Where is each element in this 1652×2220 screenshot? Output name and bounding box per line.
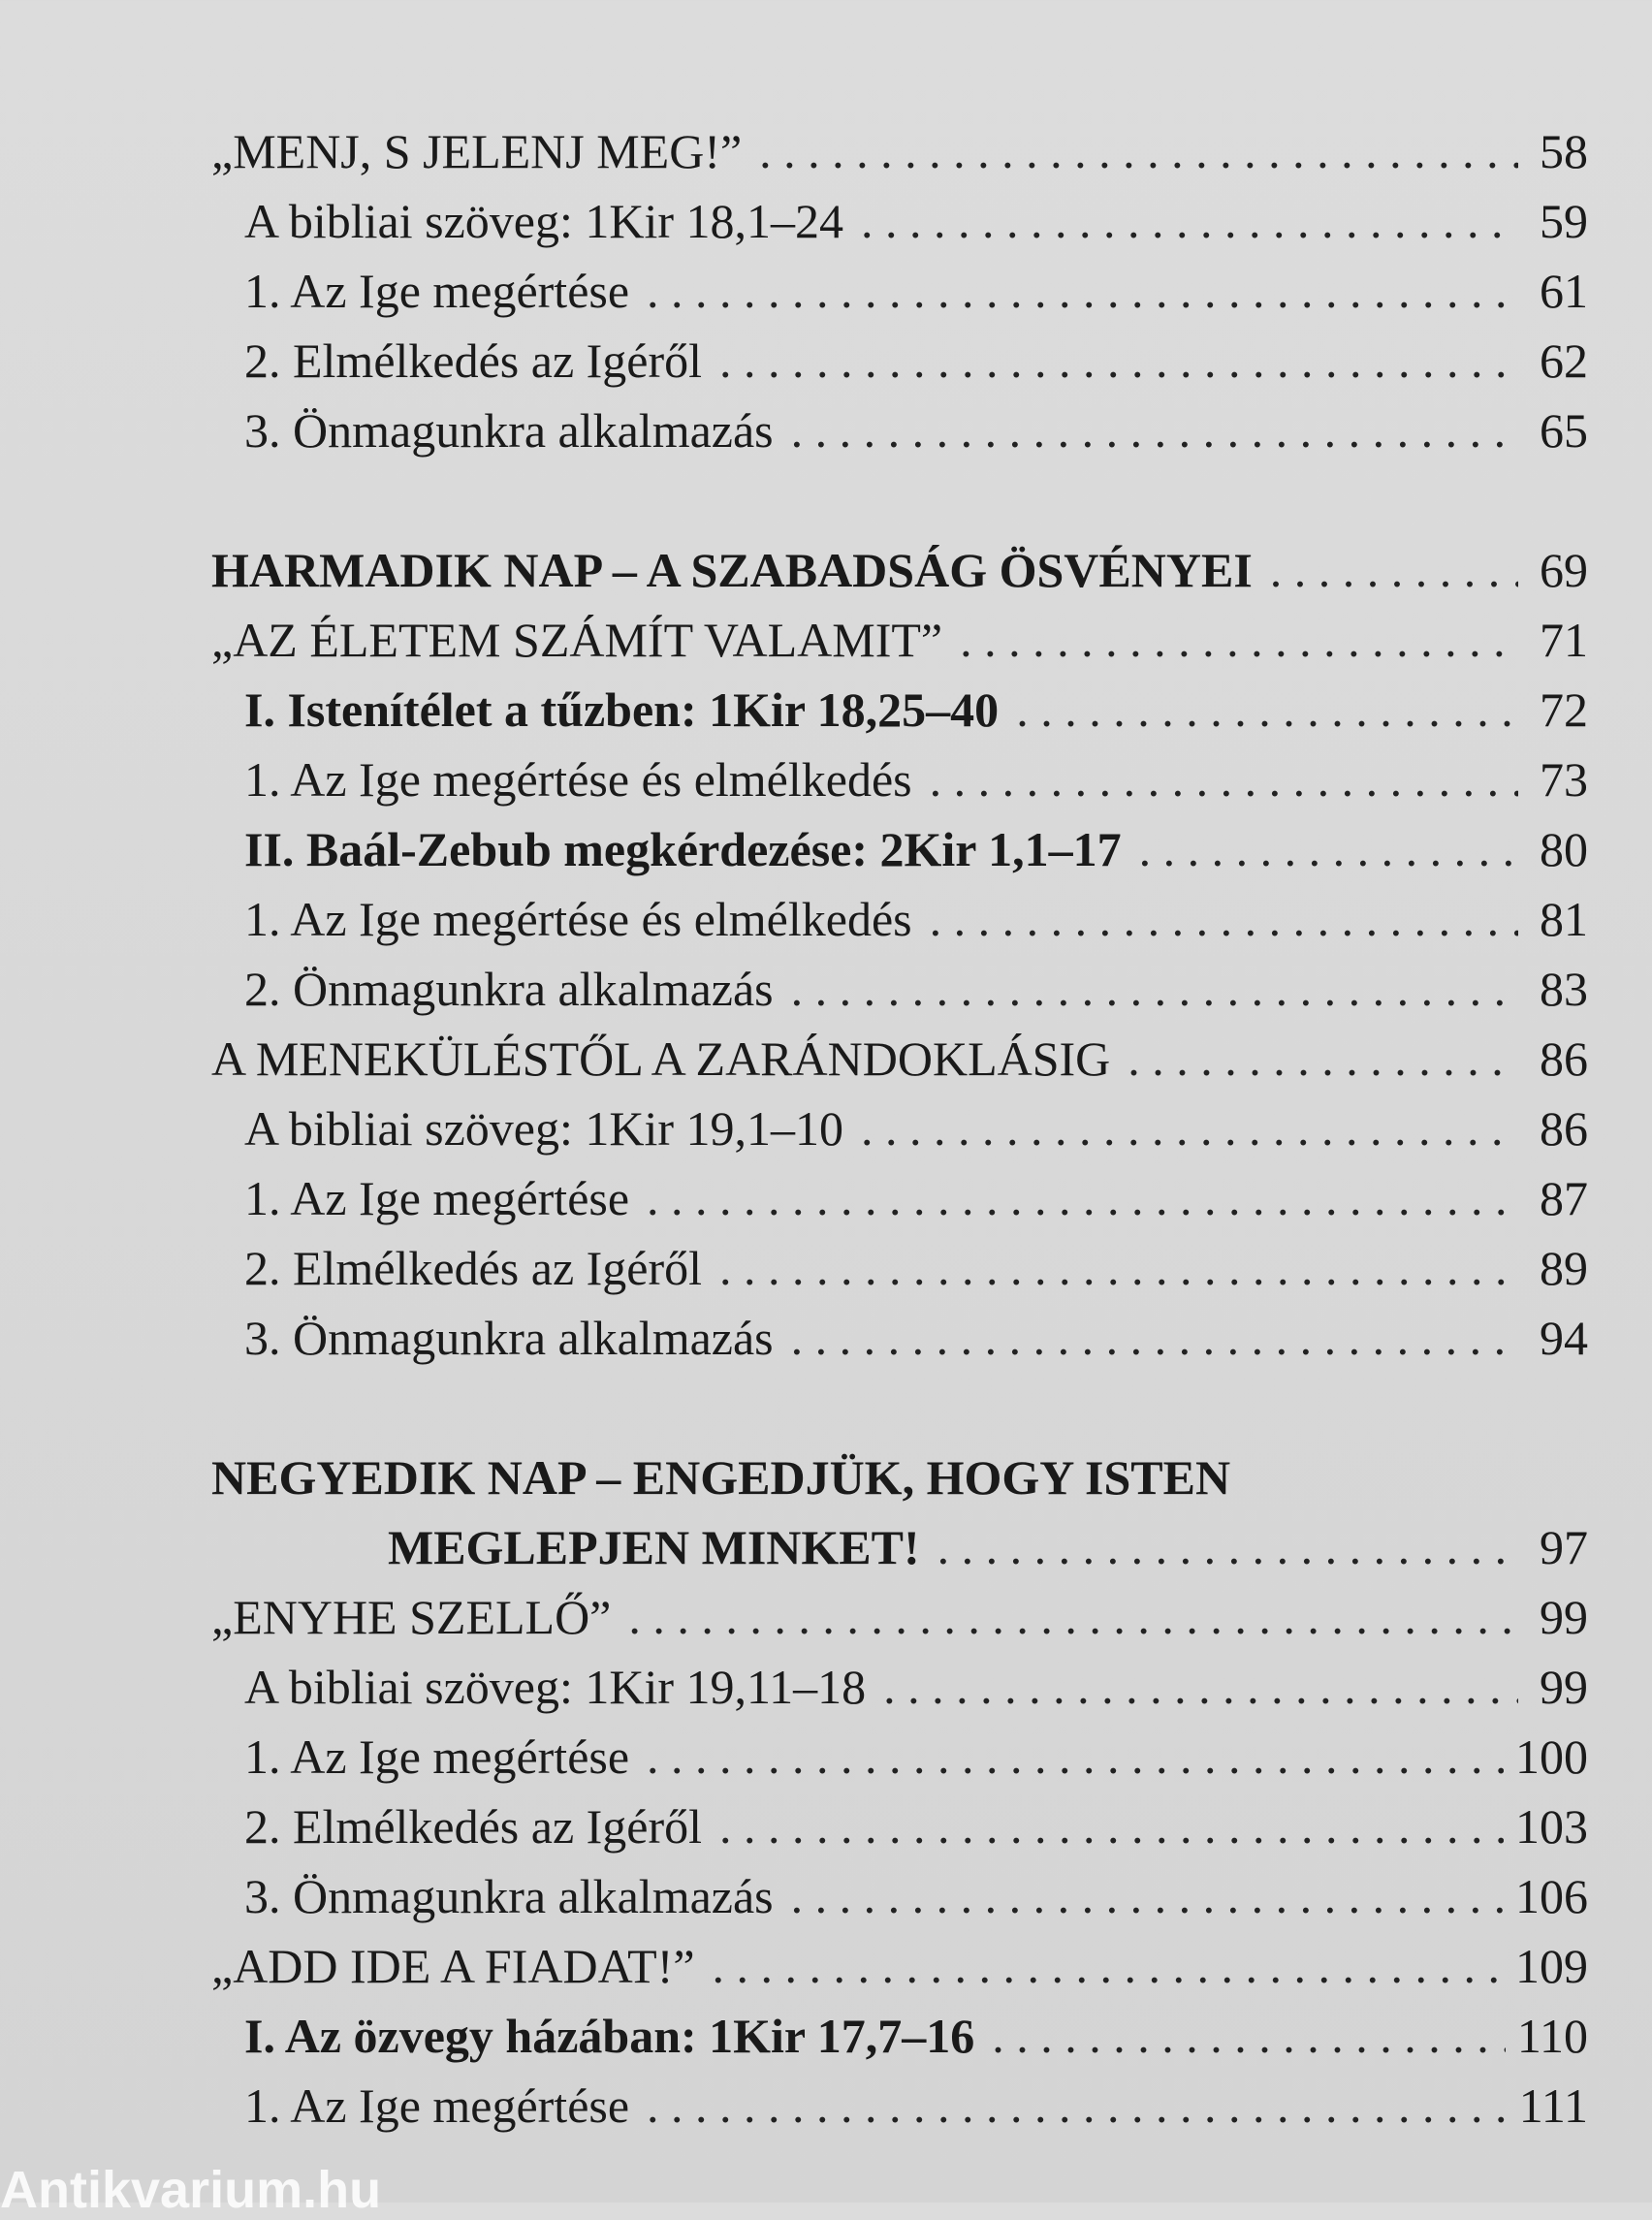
toc-entry-title: HARMADIK NAP – A SZABADSÁG ÖSVÉNYEI xyxy=(211,543,1253,597)
dot-leader xyxy=(647,1163,1518,1233)
toc-entry-page: 59 xyxy=(1540,194,1588,248)
dot-leader xyxy=(1128,1024,1518,1094)
toc-entry-page: 111 xyxy=(1518,2078,1588,2133)
toc-entry-title: 1. Az Ige megértése xyxy=(244,264,630,318)
dot-leader xyxy=(791,1303,1518,1373)
toc-entry-title: 3. Önmagunkra alkalmazás xyxy=(244,1869,774,1923)
toc-entry-page: 71 xyxy=(1540,613,1588,667)
toc-entry-title: 3. Önmagunkra alkalmazás xyxy=(244,1311,774,1365)
toc-entry-title: „AZ ÉLETEM SZÁMÍT VALAMIT” xyxy=(211,613,943,667)
toc-entry-page: 97 xyxy=(1540,1520,1588,1574)
toc-group-1 xyxy=(211,116,1588,465)
toc-entry xyxy=(211,814,1588,884)
toc-entry-title: A MENEKÜLÉSTŐL A ZARÁNDOKLÁSIG xyxy=(211,1031,1111,1086)
toc-entry xyxy=(211,1024,1588,1094)
toc-entry-title: „ENYHE SZELLŐ” xyxy=(211,1590,612,1644)
watermark: Antikvarium.hu xyxy=(0,2161,382,2219)
dot-leader xyxy=(791,396,1518,465)
toc-entry-page: 89 xyxy=(1540,1241,1588,1295)
toc-entry-page: 99 xyxy=(1540,1590,1588,1644)
toc-group-2 xyxy=(211,535,1588,1373)
dot-leader xyxy=(628,1582,1518,1652)
dot-leader xyxy=(647,2071,1508,2141)
toc-entry-title: „ADD IDE A FIADAT!” xyxy=(211,1939,695,1993)
toc-entry-title: 1. Az Ige megértése xyxy=(244,2078,630,2133)
toc-entry-title: I. Istenítélet a tűzben: 1Kir 18,25–40 xyxy=(244,682,1000,737)
dot-leader xyxy=(992,2001,1506,2071)
toc-entry xyxy=(211,1163,1588,1233)
toc-entry xyxy=(211,396,1588,465)
dot-leader xyxy=(791,1861,1504,1931)
toc-entry-page: 81 xyxy=(1540,892,1588,946)
toc-entry xyxy=(211,1094,1588,1163)
toc-entry-page: 109 xyxy=(1515,1939,1588,1993)
toc-entry-title: 3. Önmagunkra alkalmazás xyxy=(244,403,774,458)
toc-entry xyxy=(211,1861,1588,1931)
dot-leader xyxy=(719,1233,1518,1303)
dot-leader xyxy=(883,1652,1518,1722)
toc-entry-page: 100 xyxy=(1515,1729,1588,1784)
toc-entry xyxy=(211,1233,1588,1303)
dot-leader xyxy=(719,326,1518,396)
toc-entry xyxy=(211,954,1588,1024)
toc-entry-title: MEGLEPJEN MINKET! xyxy=(388,1520,920,1574)
toc-entry-page: 73 xyxy=(1540,752,1588,807)
dot-leader xyxy=(861,1094,1518,1163)
toc-entry-page: 86 xyxy=(1540,1101,1588,1156)
dot-leader xyxy=(930,884,1518,954)
toc-entry-page: 83 xyxy=(1540,962,1588,1016)
toc-entry xyxy=(211,186,1588,256)
toc-entry xyxy=(211,745,1588,814)
toc-entry-title: 1. Az Ige megértése és elmélkedés xyxy=(244,752,912,807)
toc-entry-title: 2. Elmélkedés az Igéről xyxy=(244,333,703,388)
toc-entry xyxy=(211,884,1588,954)
toc-entry-page: 65 xyxy=(1540,403,1588,458)
toc-entry xyxy=(211,605,1588,675)
toc-entry-page: 62 xyxy=(1540,333,1588,388)
toc-entry-page: 61 xyxy=(1540,264,1588,318)
dot-leader xyxy=(861,186,1518,256)
toc-entry-title: 1. Az Ige megértése xyxy=(244,1729,630,1784)
toc-entry-page: 106 xyxy=(1515,1869,1588,1923)
toc-entry xyxy=(211,326,1588,396)
toc-entry-title: II. Baál-Zebub megkérdezése: 2Kir 1,1–17 xyxy=(244,822,1122,876)
toc-entry-title: 2. Elmélkedés az Igéről xyxy=(244,1241,703,1295)
toc-entry-page: 80 xyxy=(1540,822,1588,876)
toc-entry-title: 2. Önmagunkra alkalmazás xyxy=(244,962,774,1016)
toc-entry xyxy=(211,1303,1588,1373)
dot-leader xyxy=(960,605,1518,675)
section-gap xyxy=(211,465,1588,535)
dot-leader xyxy=(713,1931,1504,2001)
table-of-contents xyxy=(211,116,1588,2141)
toc-entry xyxy=(211,1931,1588,2001)
toc-entry xyxy=(211,256,1588,326)
toc-entry-title: 1. Az Ige megértése xyxy=(244,1171,630,1225)
dot-leader xyxy=(1270,535,1518,605)
toc-entry xyxy=(211,1792,1588,1861)
toc-entry xyxy=(211,675,1588,745)
dot-leader xyxy=(791,954,1518,1024)
toc-group-3 xyxy=(211,1582,1588,2141)
toc-entry-page: 69 xyxy=(1540,543,1588,597)
toc-entry xyxy=(211,1582,1588,1652)
toc-entry-title: „MENJ, S JELENJ MEG!” xyxy=(211,124,743,178)
toc-entry-title: A bibliai szöveg: 1Kir 19,1–10 xyxy=(244,1101,843,1156)
toc-entry xyxy=(211,1652,1588,1722)
toc-entry-page: 103 xyxy=(1515,1799,1588,1854)
toc-entry-page: 72 xyxy=(1540,682,1588,737)
toc-entry xyxy=(211,116,1588,186)
toc-entry xyxy=(211,535,1588,605)
toc-entry-page: 87 xyxy=(1540,1171,1588,1225)
toc-entry-title: A bibliai szöveg: 1Kir 19,11–18 xyxy=(244,1660,867,1714)
dot-leader xyxy=(1139,814,1518,884)
toc-entry-page: 86 xyxy=(1540,1031,1588,1086)
toc-entry-page: 110 xyxy=(1516,2009,1588,2063)
toc-entry-page: 94 xyxy=(1540,1311,1588,1365)
chapter-heading-negyedik xyxy=(211,1443,1588,1512)
dot-leader xyxy=(937,1512,1518,1582)
toc-entry-heading-cont xyxy=(211,1512,1588,1582)
toc-entry-page: 58 xyxy=(1540,124,1588,178)
toc-entry xyxy=(211,2001,1588,2071)
section-gap xyxy=(211,1373,1588,1443)
toc-entry-title: I. Az özvegy házában: 1Kir 17,7–16 xyxy=(244,2009,975,2063)
dot-leader xyxy=(719,1792,1504,1861)
toc-entry-title: 1. Az Ige megértése és elmélkedés xyxy=(244,892,912,946)
toc-entry xyxy=(211,2071,1588,2141)
toc-entry xyxy=(211,1722,1588,1792)
toc-entry-title: A bibliai szöveg: 1Kir 18,1–24 xyxy=(244,194,843,248)
dot-leader xyxy=(647,1722,1504,1792)
chapter-heading-text: NEGYEDIK NAP – ENGEDJÜK, HOGY ISTEN xyxy=(211,1450,1231,1505)
dot-leader xyxy=(759,116,1518,186)
toc-entry-page: 99 xyxy=(1540,1660,1588,1714)
dot-leader xyxy=(930,745,1518,814)
dot-leader xyxy=(1016,675,1518,745)
dot-leader xyxy=(647,256,1518,326)
toc-entry-title: 2. Elmélkedés az Igéről xyxy=(244,1799,703,1854)
